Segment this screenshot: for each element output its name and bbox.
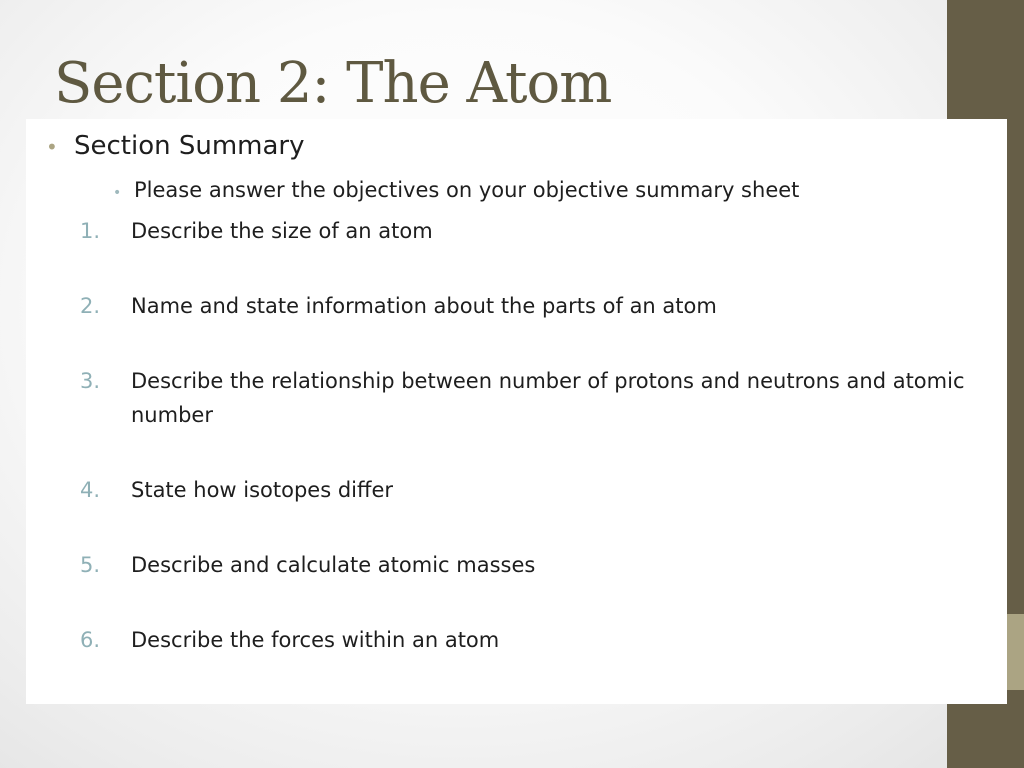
content-box: [26, 119, 1007, 704]
objective-text: Describe the relationship between number of protons and neutrons and atomic number: [131, 369, 965, 427]
objective-text: Describe and calculate atomic masses: [131, 553, 536, 577]
objective-item: [80, 289, 980, 323]
objective-text: Name and state information about the parts of an atom: [131, 294, 717, 318]
slide-title: Section 2: The Atom: [54, 51, 612, 116]
objective-item: [80, 548, 980, 582]
sub-bullet-icon: •: [113, 185, 122, 201]
objective-number: 6.: [80, 628, 101, 652]
objective-item: [80, 623, 980, 657]
section-summary-bullet: [46, 129, 305, 164]
objective-text: State how isotopes differ: [131, 478, 394, 502]
objective-item: [80, 473, 980, 507]
bullet-icon: •: [46, 135, 58, 159]
objective-number: 1.: [80, 219, 101, 243]
objective-text: Describe the size of an atom: [131, 219, 433, 243]
decorative-side-bar-accent: [1007, 614, 1024, 690]
objective-number: 2.: [80, 294, 101, 318]
objective-number: 3.: [80, 369, 101, 393]
instruction-text: Please answer the objectives on your objective summary sheet: [134, 178, 800, 202]
objective-item: [80, 214, 980, 248]
objective-number: 4.: [80, 478, 101, 502]
objective-item: [80, 364, 980, 432]
objective-text: Describe the forces within an atom: [131, 628, 500, 652]
section-summary-heading: Section Summary: [74, 131, 305, 161]
objective-number: 5.: [80, 553, 101, 577]
instruction-bullet: [113, 175, 799, 208]
